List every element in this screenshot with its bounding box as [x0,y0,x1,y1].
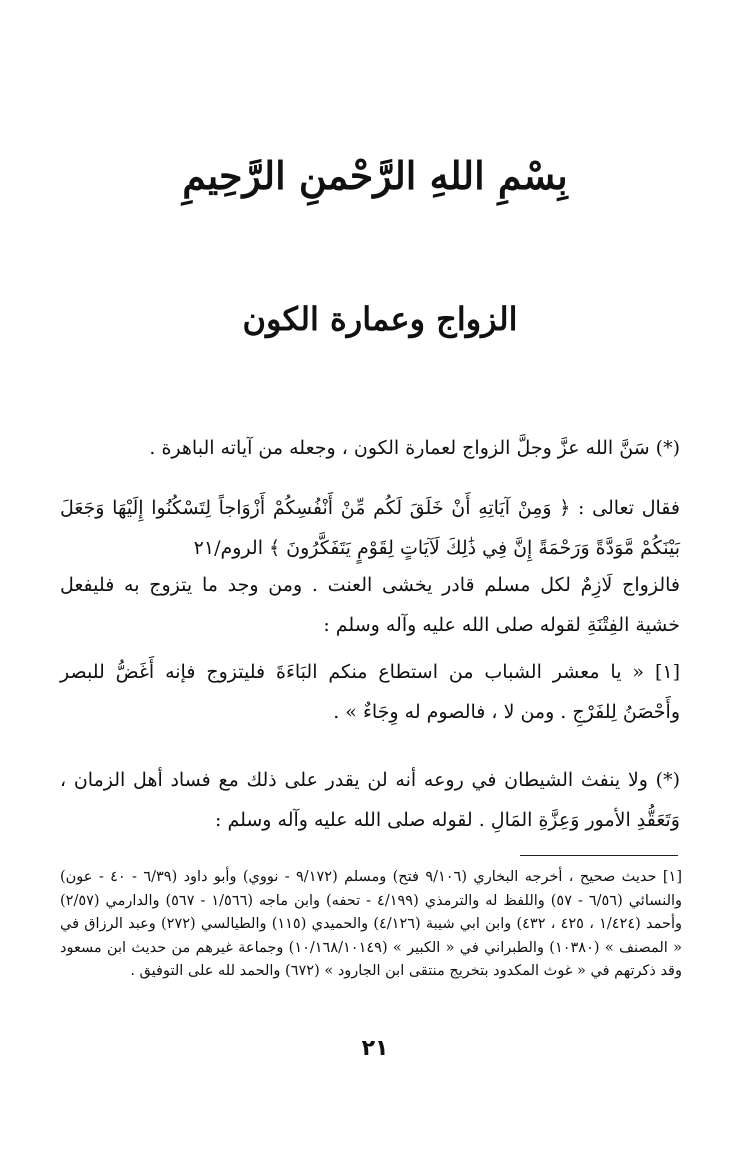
paragraph-marriage-intro [60,428,680,468]
paragraph-marriage-obligation [60,565,680,645]
footnote-text: [١] حديث صحيح ، أخرجه البخاري (٩/١٠٦ فتح) ومسلم (٩/١٧٢ - نووي) وأبو داود (٦/٣٩ - ٤٠ - عون) والنسائي (٦/٥٦ - ٥٧) واللفظ له والترمذي (٤/١٩٩ - تحفه) وابن ماجه (١/٥٦٦ - ٥٦٧) والدارمي (٢/٥٧) وأحمد (١/٤٢٤ ، ٤٢٥ ، ٤٣٢) وابن ابي شيبة (٤/١٢٦) والحميدي (١١٥) والطيالسي (٢٧٢) وعبد الرزاق في « المصنف » (١٠٣٨٠) والطبراني في « الكبير » (١٠/١٦٨/١٠١٤٩) وجماعة غيرهم من حديث ابن مسعود وقد ذكرتهم في « غوث المكدود بتخريج منتقى ابن الجارود » (٦٧٢) والحمد لله على التوفيق . [60,869,683,979]
paragraph-hadith [60,652,680,732]
page-number: ٢١ [361,1036,389,1061]
footnotes-block [60,866,682,984]
basmala-heading: بِسْمِ اللهِ الرَّحْمنِ الرَّحِيمِ [182,153,568,198]
paragraph-quran-verse [60,488,680,568]
chapter-title: الزواج وعمارة الكون [242,300,518,338]
footnote-divider [520,855,678,856]
paragraph-text: [١] « يا معشر الشباب من استطاع منكم البَاءَةَ فليتزوج فإنه أَغَضُّ للبصر وأَحْصَنُ لِلفَرْجِ . ومن لا ، فالصوم له وِجَاءٌ » . [60,661,680,723]
paragraph-text: فقال تعالى : ﴿ وَمِنْ آيَاتِهِ أَنْ خَلَقَ لَكُم مِّنْ أَنْفُسِكُمْ أَزْوَاجاً لِتَسْكُنُوا إِلَيْهَا وَجَعَلَ بَيْنَكُمْ مَّوَدَّةً وَرَحْمَةً إِنَّ فِي ذَٰلِكَ لَآيَاتٍ لِقَوْمٍ يَتَفَكَّرُونَ ﴾ الروم/٢١ [60,497,680,559]
paragraph-text: (*) سَنَّ الله عزَّ وجلَّ الزواج لعمارة الكون ، وجعله من آياته الباهرة . [149,437,680,459]
paragraph-shaytan-warning [60,760,680,840]
paragraph-text: فالزواج لَازِمٌ لكل مسلم قادر يخشى العنت . ومن وجد ما يتزوج به فليفعل خشية الفِتْنَةِ لقوله صلى الله عليه وآله وسلم : [60,574,680,636]
paragraph-text: (*) ولا ينفث الشيطان في روعه أنه لن يقدر على ذلك مع فساد أهل الزمان ، وَتَعَقُّدِ الأمور وَعِزَّةِ المَالِ . لقوله صلى الله عليه وآله وسلم : [60,769,680,831]
